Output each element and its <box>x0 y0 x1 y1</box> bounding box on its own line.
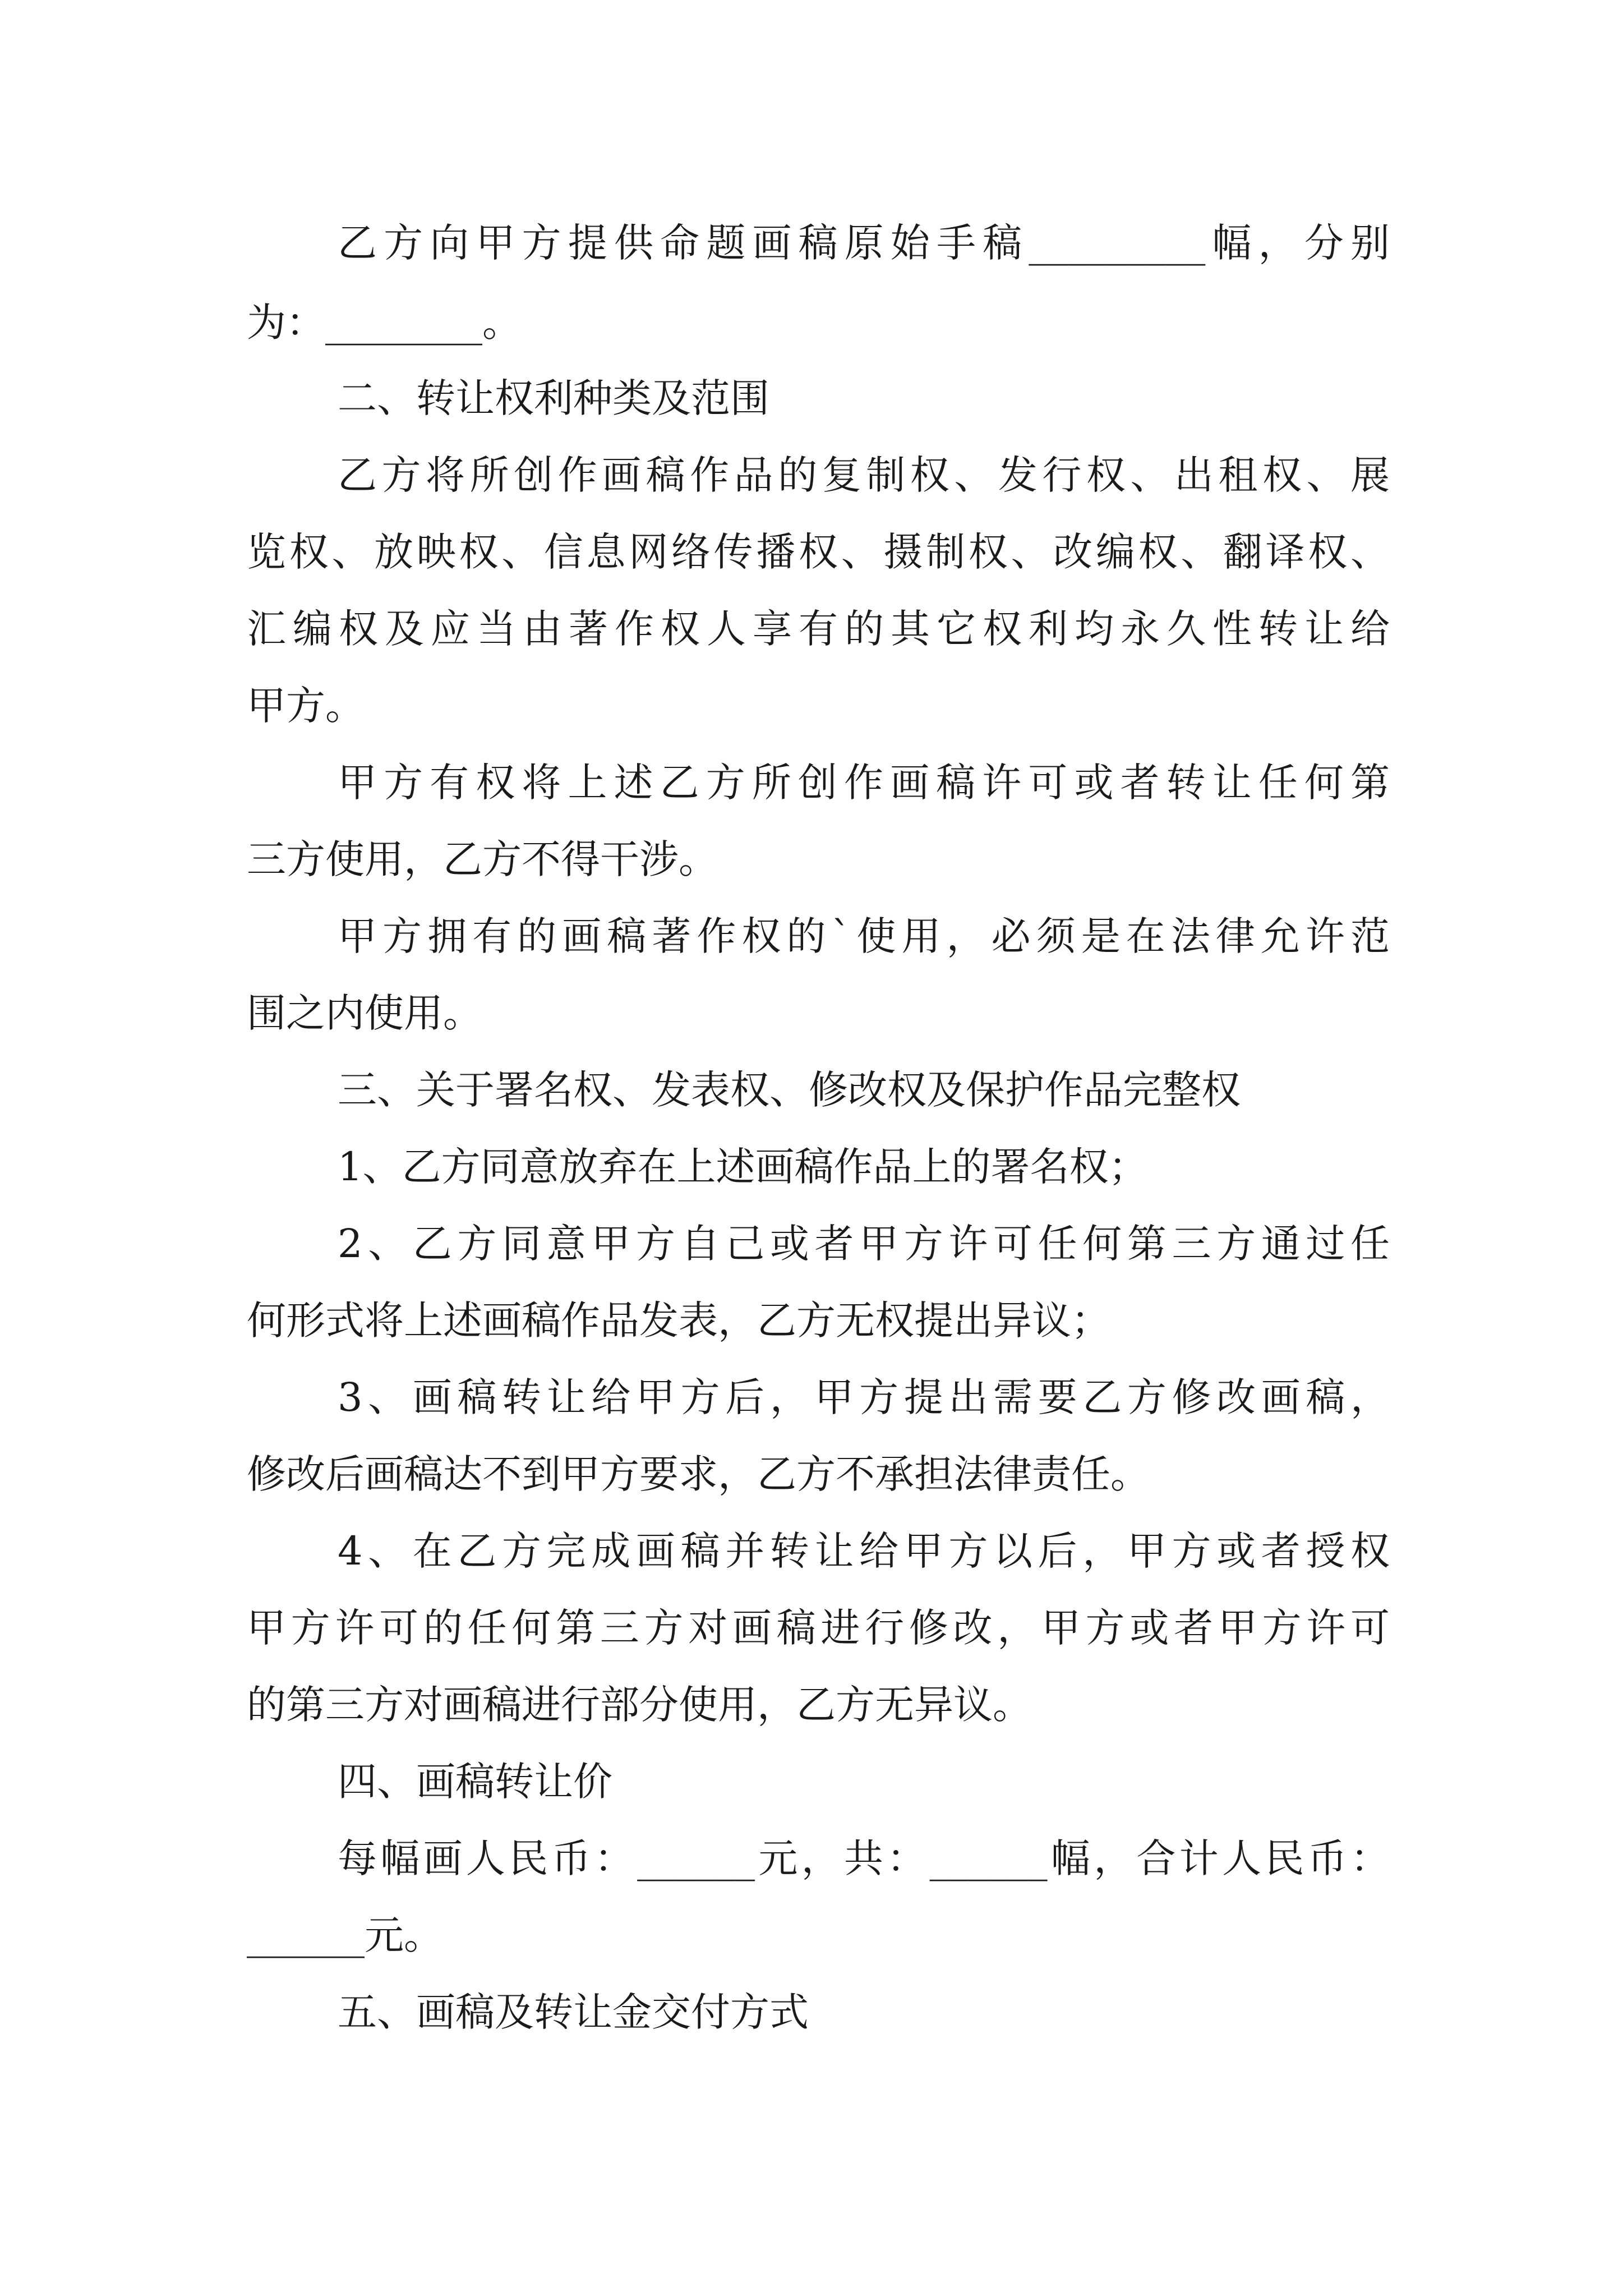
list-item: 4、在乙方完成画稿并转让给甲方以后，甲方或者授权 <box>338 1528 1390 1574</box>
paragraph-line: 每幅画人民币：______元，共：______幅，合计人民币： <box>338 1835 1390 1881</box>
section-heading: 三、关于署名权、发表权、修改权及保护作品完整权 <box>338 1067 1241 1113</box>
paragraph-line: 三方使用，乙方不得干涉。 <box>247 836 718 882</box>
paragraph-line: 为：________。 <box>247 300 522 346</box>
paragraph-line: 汇编权及应当由著作权人享有的其它权利均永久性转让给 <box>247 606 1390 652</box>
section-heading: 二、转让权利种类及范围 <box>338 375 769 421</box>
list-item: 3、画稿转让给甲方后，甲方提出需要乙方修改画稿， <box>338 1374 1390 1420</box>
paragraph-line: 甲方。 <box>247 683 365 729</box>
paragraph-line: ______元。 <box>247 1912 443 1958</box>
section-heading: 五、画稿及转让金交付方式 <box>338 1989 809 2035</box>
list-item: 的第三方对画稿进行部分使用，乙方无异议。 <box>247 1682 1032 1728</box>
paragraph-line: 乙方向甲方提供命题画稿原始手稿_________幅，分别 <box>338 220 1390 266</box>
paragraph-line: 围之内使用。 <box>247 990 482 1036</box>
section-heading: 四、画稿转让价 <box>338 1759 612 1805</box>
paragraph-line: 甲方有权将上述乙方所创作画稿许可或者转让任何第 <box>338 760 1390 806</box>
list-item: 何形式将上述画稿作品发表，乙方无权提出异议； <box>247 1297 1110 1343</box>
paragraph-line: 乙方将所创作画稿作品的复制权、发行权、出租权、展 <box>338 452 1390 498</box>
list-item: 修改后画稿达不到甲方要求，乙方不承担法律责任。 <box>247 1451 1150 1497</box>
list-item: 2、乙方同意甲方自己或者甲方许可任何第三方通过任 <box>338 1221 1390 1267</box>
paragraph-line: 甲方拥有的画稿著作权的`使用，必须是在法律允许范 <box>338 913 1390 959</box>
list-item: 甲方许可的任何第三方对画稿进行修改，甲方或者甲方许可 <box>247 1605 1390 1651</box>
paragraph-line: 览权、放映权、信息网络传播权、摄制权、改编权、翻译权、 <box>247 529 1390 575</box>
list-item: 1、乙方同意放弃在上述画稿作品上的署名权； <box>338 1144 1148 1190</box>
